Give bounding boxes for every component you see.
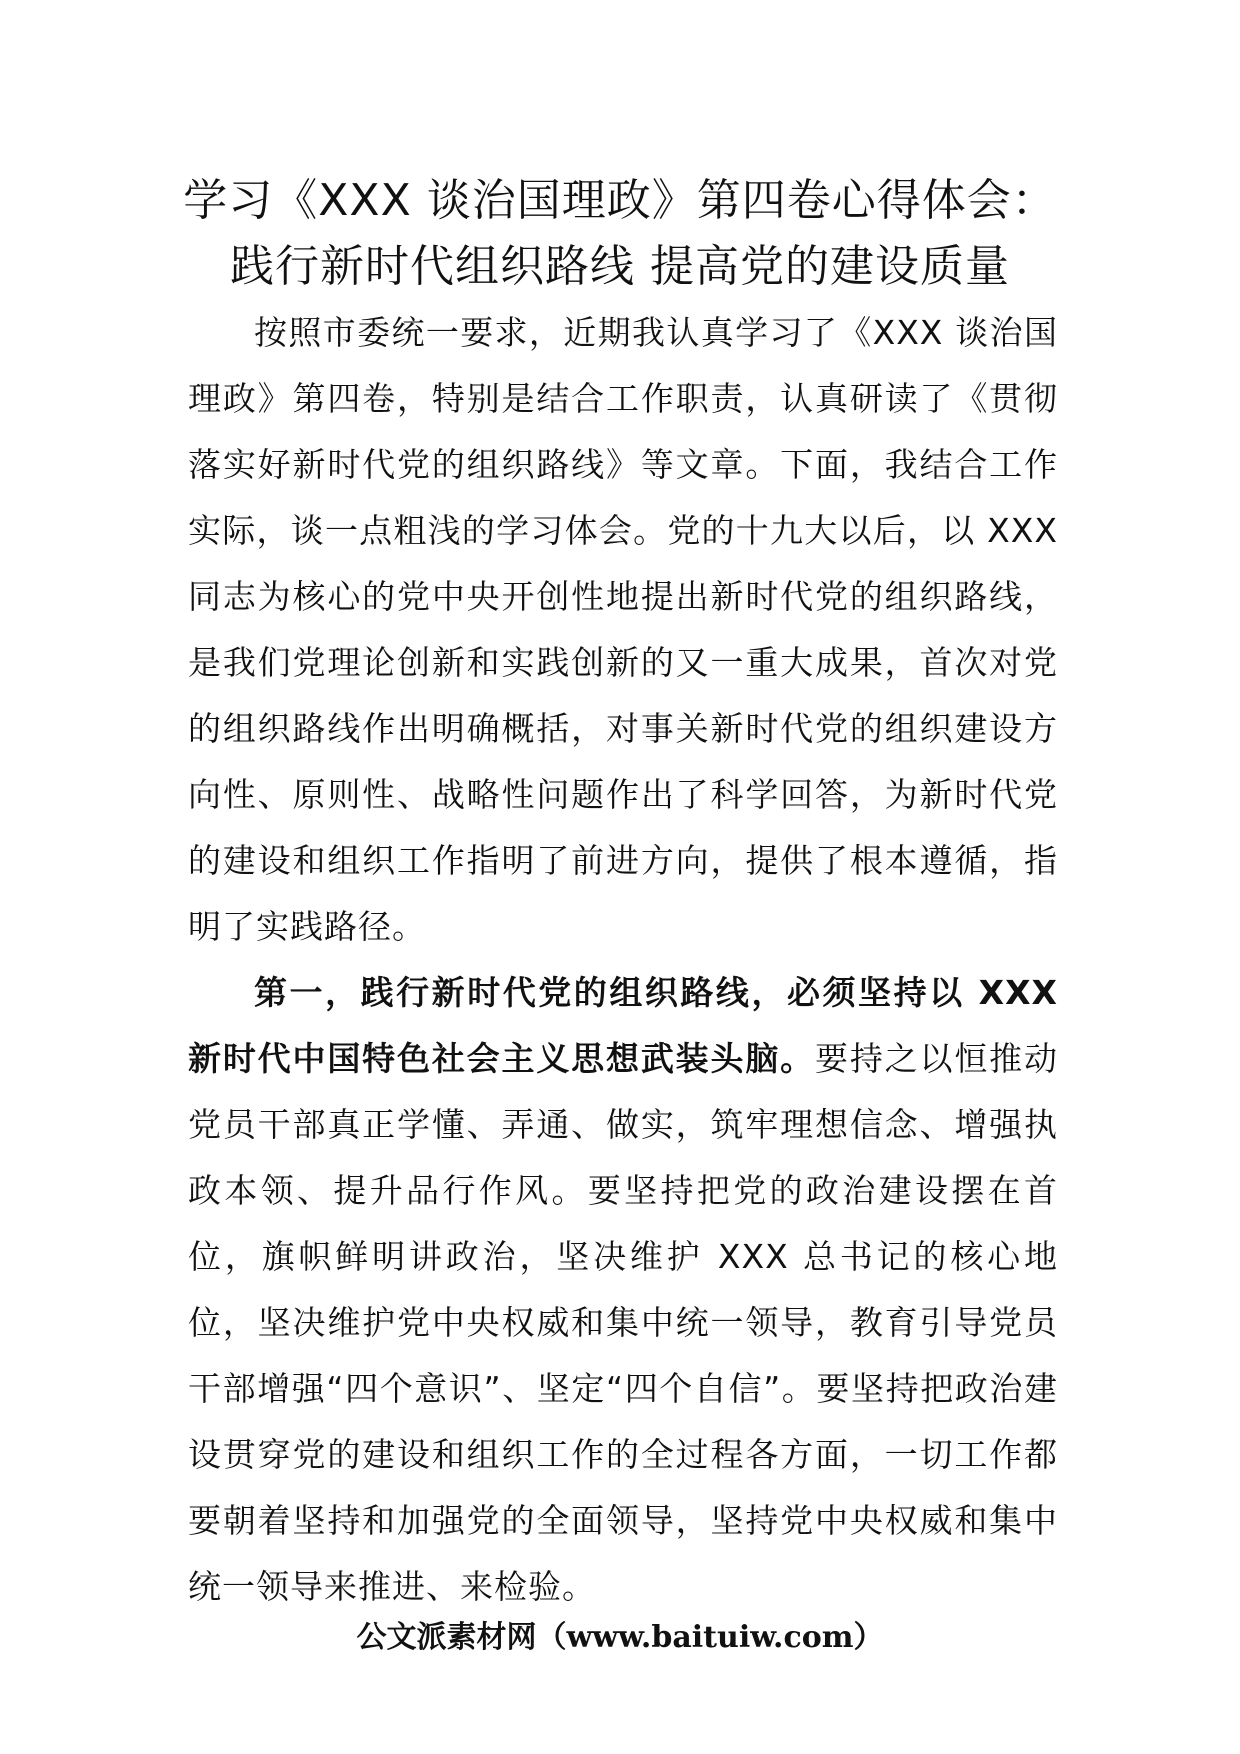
document-title: [120, 168, 1120, 300]
paragraph-intro: 按照市委统一要求，近期我认真学习了《XXX 谈治国理政》第四卷，特别是结合工作职责，认真研读了《贯彻落实好新时代党的组织路线》等文章。下面，我结合工作实际，谈一点粗浅的学习体会。党的十九大以后，以 XXX 同志为核心的党中央开创性地提出新时代党的组织路线，是我们党理论创新和实践创新的又一重大成果，首次对党的组织路线作出明确概括，对事关新时代党的组织建设方向性、原则性、战略性问题作出了科学回答，为新时代党的建设和组织工作指明了前进方向，提供了根本遵循，指明了实践路径。: [188, 313, 1058, 946]
paragraph-first-point: [188, 960, 1058, 1620]
paragraph-first-point-body: 要持之以恒推动党员干部真正学懂、弄通、做实，筑牢理想信念、增强执政本领、提升品行作风。要坚持把党的政治建设摆在首位，旗帜鲜明讲政治，坚决维护 XXX 总书记的核心地位，坚决维护党中央权威和集中统一领导，教育引导党员干部增强“四个意识”、坚定“四个自信”。要坚持把政治建设贯穿党的建设和组织工作的全过程各方面，一切工作都要朝着坚持和加强党的全面领导，坚持党中央权威和集中统一领导来推进、来检验。: [188, 1039, 1059, 1606]
title-line-2: 践行新时代组织路线 提高党的建设质量: [230, 241, 1010, 292]
title-line-1: 学习《XXX 谈治国理政》第四卷心得体会：: [183, 175, 1057, 226]
footer-source: 公文派素材网（www.baituiw.com）: [356, 1620, 884, 1655]
document-body: [188, 300, 1058, 1620]
paragraph-first-point-lead: 第一，践行新时代党的组织路线，必须坚持以 XXX 新时代中国特色社会主义思想武装头脑。: [188, 973, 1058, 1078]
